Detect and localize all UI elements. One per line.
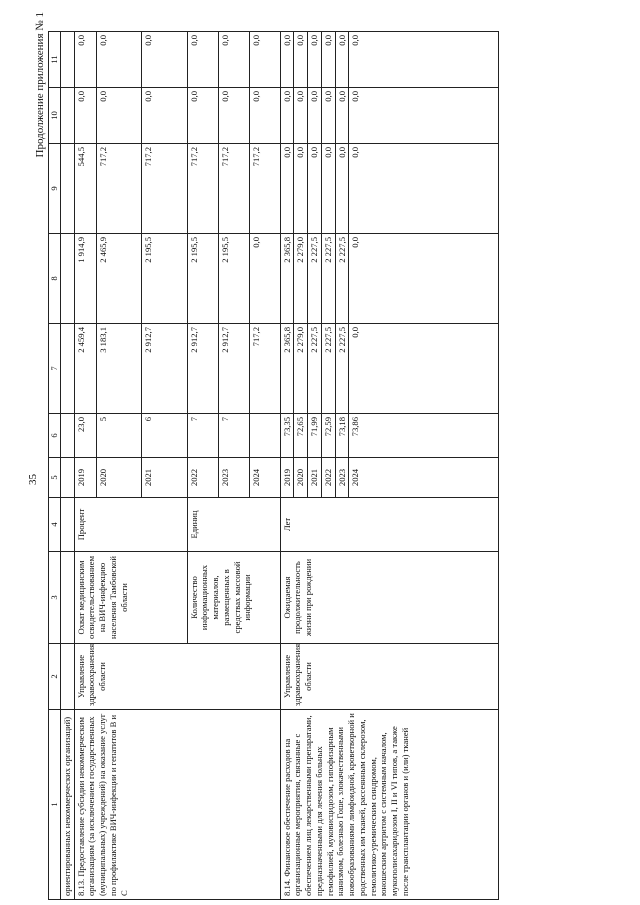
- amount-cell: 0,0: [96, 32, 142, 88]
- header-cell: 10: [49, 88, 61, 144]
- measure-8-13-name: 8.13. Предоставление субсидии некоммерческим организациям (за исключением государственных (муниципальных) учреждений) на оказание услуг по профилактике ВИЧ-инфекции и гепатитов В и С: [74, 710, 280, 900]
- amount-cell: 2 227,5: [321, 324, 335, 414]
- year-cell: 2022: [187, 458, 218, 498]
- amount-cell: 2 912,7: [218, 324, 249, 414]
- measure-8-14-executor: Управление здравоохранения области: [280, 644, 499, 710]
- amount-cell: 2 365,8: [280, 234, 294, 324]
- amount-cell: 717,2: [249, 144, 280, 234]
- continuation-heading: Продолжение приложения № 1: [34, 12, 46, 158]
- amount-cell: 0,0: [335, 144, 349, 234]
- header-cell: 7: [49, 324, 61, 414]
- amount-cell: 0,0: [308, 88, 322, 144]
- year-cell: 2019: [280, 458, 294, 498]
- header-cell: 4: [49, 498, 61, 552]
- amount-cell: 2 279,0: [294, 324, 308, 414]
- amount-cell: 0,0: [74, 88, 96, 144]
- year-cell: 2024: [349, 458, 499, 498]
- amount-cell: 0,0: [349, 88, 499, 144]
- amount-cell: 0,0: [187, 32, 218, 88]
- amount-cell: 0,0: [321, 88, 335, 144]
- value-cell: 5: [96, 414, 142, 458]
- amount-cell: 0,0: [308, 32, 322, 88]
- indicator-info-materials: Количество информационных материалов, размещенных в средствах массовой информации: [187, 552, 280, 644]
- amount-cell: 2 227,5: [321, 234, 335, 324]
- header-cell: 5: [49, 458, 61, 498]
- amount-cell: 0,0: [142, 32, 188, 88]
- table-row: [280, 32, 294, 900]
- amount-cell: 0,0: [74, 32, 96, 88]
- year-cell: 2019: [74, 458, 96, 498]
- amount-cell: 0,0: [218, 32, 249, 88]
- amount-cell: 0,0: [249, 32, 280, 88]
- amount-cell: 717,2: [96, 144, 142, 234]
- amount-cell: 0,0: [335, 88, 349, 144]
- header-cell: 3: [49, 552, 61, 644]
- amount-cell: 2 912,7: [187, 324, 218, 414]
- amount-cell: 0,0: [218, 88, 249, 144]
- amount-cell: 2 195,5: [142, 234, 188, 324]
- amount-cell: 2 279,0: [294, 234, 308, 324]
- value-cell: 7: [218, 414, 249, 458]
- year-cell: 2020: [96, 458, 142, 498]
- amount-cell: 717,2: [187, 144, 218, 234]
- value-cell: 6: [142, 414, 188, 458]
- amount-cell: 2 195,5: [218, 234, 249, 324]
- value-cell: 7: [187, 414, 218, 458]
- header-row: [49, 32, 61, 900]
- value-cell: [249, 414, 280, 458]
- measure-8-13-executor: Управление здравоохранения области: [74, 644, 280, 710]
- amount-cell: 2 459,4: [74, 324, 96, 414]
- table-row: [74, 32, 96, 900]
- amount-cell: 0,0: [349, 324, 499, 414]
- amount-cell: 3 183,1: [96, 324, 142, 414]
- amount-cell: 0,0: [321, 144, 335, 234]
- prev-row-text: ориентированных некоммерческих организаций): [61, 710, 75, 900]
- year-cell: 2021: [142, 458, 188, 498]
- amount-cell: 717,2: [218, 144, 249, 234]
- value-cell: 73,18: [335, 414, 349, 458]
- amount-cell: 0,0: [280, 88, 294, 144]
- value-cell: 73,86: [349, 414, 499, 458]
- value-cell: 23,0: [74, 414, 96, 458]
- header-cell: 8: [49, 234, 61, 324]
- year-cell: 2023: [218, 458, 249, 498]
- amount-cell: 0,0: [280, 32, 294, 88]
- header-cell: 9: [49, 144, 61, 234]
- amount-cell: 0,0: [249, 88, 280, 144]
- amount-cell: 0,0: [308, 144, 322, 234]
- amount-cell: 0,0: [349, 234, 499, 324]
- amount-cell: 2 227,5: [335, 234, 349, 324]
- amount-cell: 2 465,9: [96, 234, 142, 324]
- amount-cell: 2 365,8: [280, 324, 294, 414]
- unit-items: Единиц: [187, 498, 280, 552]
- year-cell: 2021: [308, 458, 322, 498]
- header-cell: 6: [49, 414, 61, 458]
- amount-cell: 0,0: [294, 144, 308, 234]
- table-row: [61, 32, 75, 900]
- amount-cell: 0,0: [249, 234, 280, 324]
- amount-cell: 0,0: [96, 88, 142, 144]
- indicator-hiv-coverage: Охват медицинским освидетельствованием на ВИЧ-инфекцию населения Тамбовской области: [74, 552, 187, 644]
- amount-cell: 0,0: [321, 32, 335, 88]
- value-cell: 71,99: [308, 414, 322, 458]
- value-cell: 72,59: [321, 414, 335, 458]
- unit-years: Лет: [280, 498, 499, 552]
- amount-cell: 2 195,5: [187, 234, 218, 324]
- program-table: [48, 31, 499, 900]
- indicator-life-expectancy: Ожидаемая продолжительность жизни при рождении: [280, 552, 499, 644]
- header-cell: 1: [49, 710, 61, 900]
- amount-cell: 544,5: [74, 144, 96, 234]
- value-cell: 72,65: [294, 414, 308, 458]
- amount-cell: 0,0: [294, 88, 308, 144]
- unit-percent: Процент: [74, 498, 187, 552]
- header-cell: 11: [49, 32, 61, 88]
- amount-cell: 0,0: [349, 32, 499, 88]
- amount-cell: 0,0: [335, 32, 349, 88]
- amount-cell: 0,0: [187, 88, 218, 144]
- year-cell: 2023: [335, 458, 349, 498]
- year-cell: 2020: [294, 458, 308, 498]
- year-cell: 2022: [321, 458, 335, 498]
- header-cell: 2: [49, 644, 61, 710]
- amount-cell: 717,2: [249, 324, 280, 414]
- amount-cell: 2 912,7: [142, 324, 188, 414]
- amount-cell: 717,2: [142, 144, 188, 234]
- measure-8-14-name: 8.14. Финансовое обеспечение расходов на организационные мероприятия, связанные с обеспечением лиц лекарственными препаратами, предназначенными для лечения больных гемофилией, муковисцидозом, гипофизарным нанизмом, болезнью Гоше, злокачественными новообразованиями лимфоидной, кроветворной и родственных им тканей, рассеянным склерозом, гемолитико-уремическим синдромом, юношеским артритом с системным началом, мукополисахаридозом I, II и VI типов, а также после трансплантации органов и (или) тканей: [280, 710, 499, 900]
- page-number: 35: [27, 474, 39, 485]
- amount-cell: 0,0: [349, 144, 499, 234]
- amount-cell: 0,0: [280, 144, 294, 234]
- value-cell: 73,35: [280, 414, 294, 458]
- amount-cell: 0,0: [142, 88, 188, 144]
- year-cell: 2024: [249, 458, 280, 498]
- amount-cell: 2 227,5: [335, 324, 349, 414]
- amount-cell: 0,0: [294, 32, 308, 88]
- amount-cell: 1 914,9: [74, 234, 96, 324]
- amount-cell: 2 227,5: [308, 234, 322, 324]
- amount-cell: 2 227,5: [308, 324, 322, 414]
